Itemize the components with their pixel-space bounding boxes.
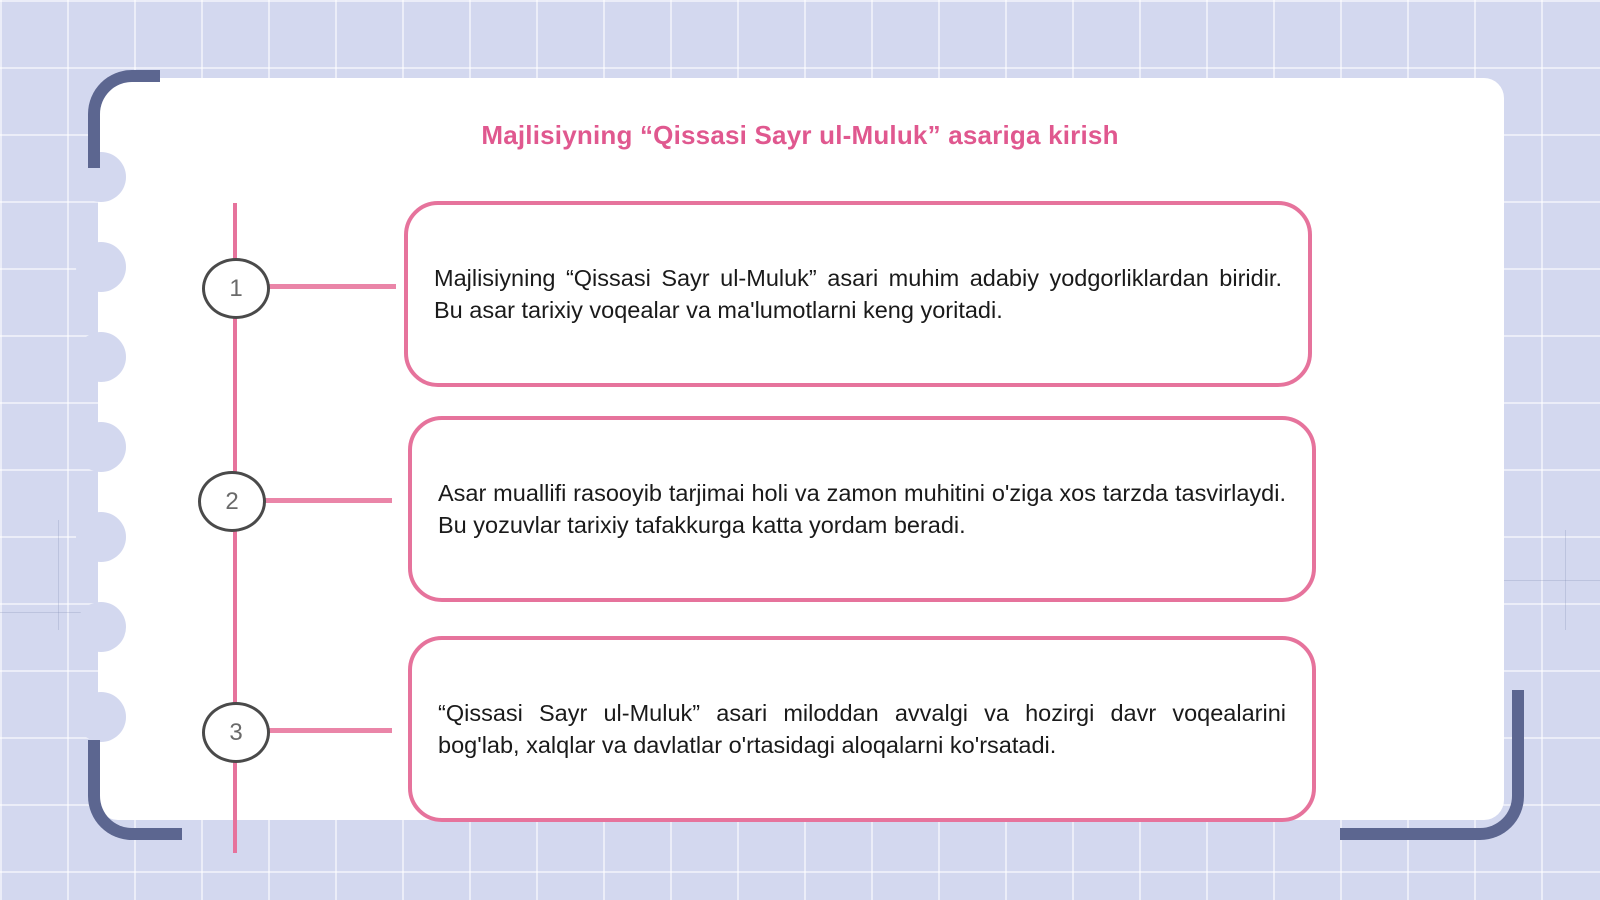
paper-notch: [76, 332, 126, 382]
frame-corner-top-left: [88, 70, 160, 168]
step-number-badge: 3: [202, 702, 270, 763]
step-connector: [266, 284, 396, 289]
step-text: Asar muallifi rasooyib tarjimai holi va zamon muhitini o'ziga xos tarzda tasvirlaydi. Bu yozuvlar tarixiy tafakkurga katta yordam beradi.: [438, 480, 1286, 538]
step-text: “Qissasi Sayr ul-Muluk” asari miloddan avvalgi va hozirgi davr voqealarini bog'lab, xalqlar va davlatlar o'rtasidagi aloqalarni ko'rsatadi.: [438, 700, 1286, 758]
step-text-box: [404, 201, 1312, 387]
step-number-badge: 2: [198, 471, 266, 532]
step-number-badge: 1: [202, 258, 270, 319]
step-connector: [266, 728, 392, 733]
paper-notch: [76, 422, 126, 472]
background-crosshair: [1565, 530, 1566, 630]
frame-corner-bottom-left: [88, 740, 182, 840]
background-crosshair: [1500, 580, 1600, 581]
frame-corner-bottom-right: [1340, 690, 1524, 840]
background-crosshair: [58, 520, 59, 630]
paper-notch: [76, 512, 126, 562]
step-connector: [262, 498, 392, 503]
paper-notch: [76, 602, 126, 652]
paper-notch: [76, 692, 126, 742]
paper-notch: [76, 242, 126, 292]
step-text-box: [408, 416, 1316, 602]
slide-title: Majlisiyning “Qissasi Sayr ul-Muluk” asariga kirish: [481, 120, 1119, 150]
step-text: Majlisiyning “Qissasi Sayr ul-Muluk” asari muhim adabiy yodgorliklardan biridir. Bu asar tarixiy voqealar va ma'lumotlarni keng yoritadi.: [434, 265, 1282, 323]
step-text-box: [408, 636, 1316, 822]
